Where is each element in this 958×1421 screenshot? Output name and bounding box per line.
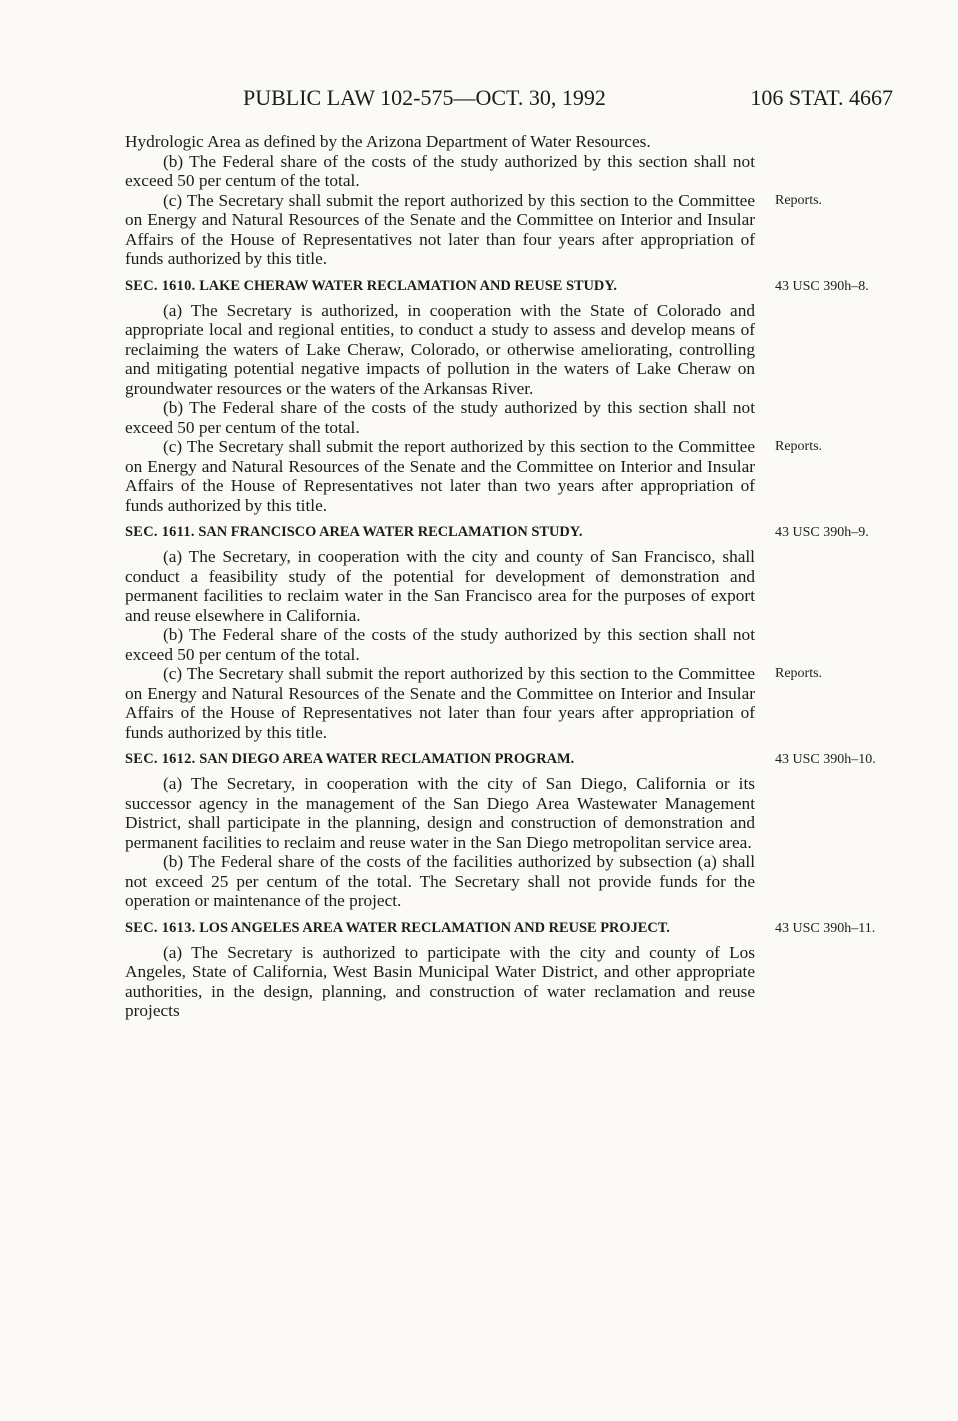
paragraph-text: (b) The Federal share of the costs of the study authorized by this section shall not exceed 50 per centum of the total. xyxy=(125,398,755,437)
paragraph xyxy=(125,664,823,742)
margin-note: Reports. xyxy=(775,666,823,681)
paragraph xyxy=(125,437,823,515)
paragraph xyxy=(125,774,755,852)
paragraph xyxy=(125,852,755,911)
section-number: SEC. 1611. xyxy=(125,524,195,540)
paragraph-text: (b) The Federal share of the costs of the study authorized by this section shall not exceed 50 per centum of the total. xyxy=(125,625,755,664)
paragraph xyxy=(125,190,823,269)
section-heading xyxy=(125,911,876,943)
document-body xyxy=(125,132,876,1021)
header-page-number: 106 STAT. 4667 xyxy=(750,85,893,110)
margin-citation: 43 USC 390h–8. xyxy=(775,278,869,294)
paragraph-text: (b) The Federal share of the costs of the study authorized by this section shall not exceed 50 per centum of the total. xyxy=(125,151,755,190)
section-number: SEC. 1613. xyxy=(125,919,196,936)
margin-note: Reports. xyxy=(775,439,823,454)
section-title: SAN FRANCISCO AREA WATER RECLAMATION STUDY. xyxy=(198,524,583,540)
paragraph-text: (a) The Secretary is authorized to participate with the city and county of Los Angeles, State of California, West Basin Municipal Water District, and other appropriate authorities, in the design, planning, and construction of water reclamation and reuse projects xyxy=(125,942,755,1020)
margin-note: Reports. xyxy=(775,192,823,208)
paragraph-text: (a) The Secretary, in cooperation with the city and county of San Francisco, shall conduct a feasibility study of the potential for development of demonstration and permanent facilities to reclaim water in the San Francisco area for the purposes of export and reuse elsewhere in California. xyxy=(125,547,755,625)
paragraph xyxy=(125,943,755,1021)
margin-citation: 43 USC 390h–11. xyxy=(775,920,876,936)
paragraph-text: (a) The Secretary is authorized, in cooperation with the State of Colorado and appropriate local and regional entities, to conduct a study to assess and develop means of reclaiming the waters of Lake Cheraw, Colorado, or otherwise ameliorating, controlling and mitigating potential negative impacts of pollution in the waters of Lake Cheraw on groundwater resources or the waters of the Arkansas River. xyxy=(125,300,755,398)
section-number: SEC. 1612. xyxy=(125,751,196,767)
section-title: SAN DIEGO AREA WATER RECLAMATION PROGRAM. xyxy=(199,751,575,767)
paragraph xyxy=(125,301,755,399)
paragraph-text: (c) The Secretary shall submit the report authorized by this section to the Committee on Energy and Natural Resources of the Senate and the Committee on Interior and Insular Affairs of the House of Representatives not later than four years after appropriation of funds authorized by this title. xyxy=(125,190,755,268)
margin-citation: 43 USC 390h–10. xyxy=(775,752,876,767)
paragraph-text: (b) The Federal share of the costs of the facilities authorized by subsection (a) shall not exceed 25 per centum of the total. The Secretary shall not provide funds for the operation or maintenance of the project. xyxy=(125,852,755,910)
section-heading xyxy=(125,515,869,547)
paragraph xyxy=(125,152,755,191)
paragraph-text: (a) The Secretary, in cooperation with the city of San Diego, California or its successor agency in the management of the San Diego Area Wastewater Management District, shall participate in the planning, design and construction of demonstration and permanent facilities to reclaim and reuse water in the San Diego metropolitan service area. xyxy=(125,774,755,852)
paragraph xyxy=(125,547,755,625)
paragraph xyxy=(125,398,755,437)
paragraph-text: Hydrologic Area as defined by the Arizona Department of Water Resources. xyxy=(125,132,651,151)
paragraph xyxy=(125,132,755,152)
section-heading xyxy=(125,269,869,301)
header-title: PUBLIC LAW 102-575—OCT. 30, 1992 xyxy=(243,85,606,110)
paragraph xyxy=(125,625,755,664)
section-title: LAKE CHERAW WATER RECLAMATION AND REUSE STUDY. xyxy=(199,277,617,294)
section-heading xyxy=(125,742,876,774)
section-number: SEC. 1610. xyxy=(125,277,196,294)
paragraph-text: (c) The Secretary shall submit the report authorized by this section to the Committee on Energy and Natural Resources of the Senate and the Committee on Interior and Insular Affairs of the House of Representatives not later than four years after appropriation of funds authorized by this title. xyxy=(125,664,755,742)
margin-citation: 43 USC 390h–9. xyxy=(775,525,869,540)
section-title: LOS ANGELES AREA WATER RECLAMATION AND REUSE PROJECT. xyxy=(199,919,670,936)
paragraph-text: (c) The Secretary shall submit the report authorized by this section to the Committee on Energy and Natural Resources of the Senate and the Committee on Interior and Insular Affairs of the House of Representatives not later than two years after appropriation of funds authorized by this title. xyxy=(125,437,755,515)
